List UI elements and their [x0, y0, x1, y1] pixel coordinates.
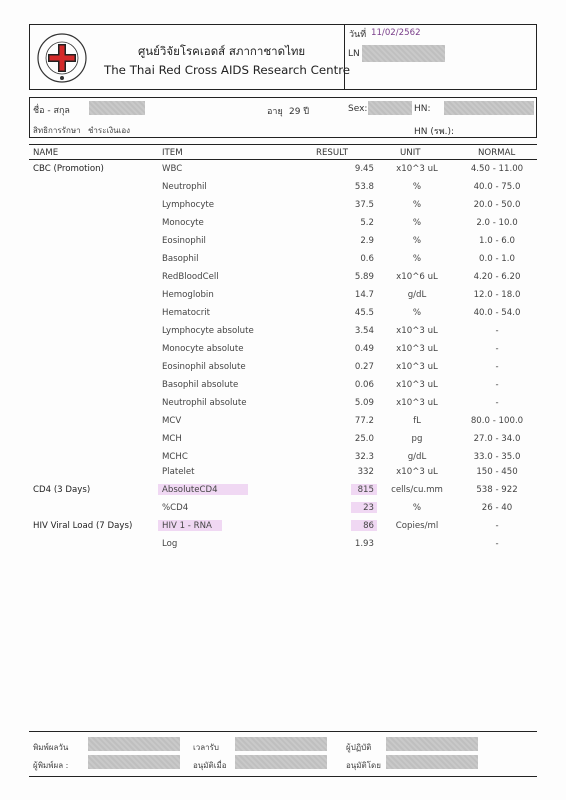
unit-value: x10^3 uL [396, 398, 438, 408]
col-name: NAME [33, 148, 59, 158]
unit-value: g/dL [407, 452, 427, 462]
age-value: 29 ปี [289, 107, 310, 117]
item-name: Basophil [162, 254, 199, 264]
normal-range: 4.20 - 6.20 [473, 272, 521, 282]
unit-value: x10^3 uL [396, 326, 438, 336]
item-name: MCH [162, 434, 182, 444]
unit-value: g/dL [407, 290, 427, 300]
item-name: Monocyte absolute [162, 344, 244, 354]
table-row [0, 254, 566, 271]
item-name: Neutrophil absolute [162, 398, 247, 408]
normal-range: - [495, 326, 499, 336]
col-result: RESULT [316, 148, 348, 158]
rights-label: สิทธิการรักษา [33, 126, 81, 135]
result-value: 5.89 [354, 272, 374, 282]
table-row [0, 200, 566, 217]
unit-value: x10^6 uL [396, 272, 438, 282]
table-row [0, 326, 566, 343]
table-row [0, 362, 566, 379]
normal-range: 27.0 - 34.0 [473, 434, 521, 444]
item-name: MCV [162, 416, 182, 426]
normal-range: 26 - 40 [481, 503, 513, 513]
approved-at-redacted [235, 755, 327, 769]
hn-label: HN: [414, 104, 431, 114]
printed-date-redacted [88, 737, 180, 751]
item-name: MCHC [162, 452, 188, 462]
table-row [0, 503, 566, 520]
unit-value: % [412, 218, 422, 228]
result-value: 86 [363, 521, 374, 531]
normal-range: 2.0 - 10.0 [476, 218, 518, 228]
result-value: 53.8 [354, 182, 374, 192]
unit-value: % [412, 182, 422, 192]
normal-range: 33.0 - 35.0 [473, 452, 521, 462]
normal-range: 0.0 - 1.0 [479, 254, 515, 264]
item-name: Lymphocyte absolute [162, 326, 254, 336]
normal-range: 20.0 - 50.0 [473, 200, 521, 210]
table-row [0, 416, 566, 433]
item-name: Lymphocyte [162, 200, 215, 210]
red-cross-logo-icon [36, 32, 88, 84]
normal-range: - [495, 344, 499, 354]
result-value: 0.6 [360, 254, 374, 264]
unit-value: % [412, 200, 422, 210]
result-value: 14.7 [354, 290, 374, 300]
item-name: AbsoluteCD4 [162, 485, 218, 495]
normal-range: 80.0 - 100.0 [470, 416, 524, 426]
item-name: Hemoglobin [162, 290, 214, 300]
header-top-line [29, 144, 537, 145]
unit-value: pg [411, 434, 423, 444]
rights-value: ชำระเงินเอง [88, 126, 131, 135]
result-value: 45.5 [354, 308, 374, 318]
unit-value: x10^3 uL [396, 362, 438, 372]
normal-range: - [495, 521, 499, 531]
unit-value: % [412, 236, 422, 246]
header-bottom-line [29, 159, 537, 160]
result-value: 37.5 [354, 200, 374, 210]
unit-value: % [412, 254, 422, 264]
table-row [0, 272, 566, 289]
sex-label: Sex: [348, 104, 368, 114]
result-value: 815 [357, 485, 374, 495]
col-normal: NORMAL [478, 148, 516, 158]
footer-top-line [29, 731, 537, 732]
approved-by-redacted [386, 755, 478, 769]
item-name: Neutrophil [162, 182, 207, 192]
normal-range: - [495, 398, 499, 408]
table-row [0, 308, 566, 325]
unit-value: x10^3 uL [396, 164, 438, 174]
table-row [0, 236, 566, 253]
normal-range: - [495, 362, 499, 372]
section-name: CD4 (3 Days) [33, 485, 91, 495]
item-name: Platelet [162, 467, 195, 477]
table-row [0, 218, 566, 235]
unit-value: cells/cu.mm [391, 485, 443, 495]
table-row [0, 164, 566, 181]
item-name: Hematocrit [162, 308, 211, 318]
age-label: อายุ [267, 107, 283, 117]
result-value: 332 [357, 467, 374, 477]
normal-range: 40.0 - 75.0 [473, 182, 521, 192]
sex-redacted [368, 101, 412, 115]
org-name-english: The Thai Red Cross AIDS Research Centre [104, 63, 351, 77]
name-redacted [89, 101, 145, 115]
unit-value: x10^3 uL [396, 380, 438, 390]
result-value: 0.06 [354, 380, 374, 390]
result-value: 5.09 [354, 398, 374, 408]
item-name: RedBloodCell [162, 272, 219, 282]
result-value: 3.54 [354, 326, 374, 336]
result-value: 25.0 [354, 434, 374, 444]
normal-range: - [495, 380, 499, 390]
section-name: HIV Viral Load (7 Days) [33, 521, 133, 531]
result-value: 9.45 [354, 164, 374, 174]
unit-value: % [412, 308, 422, 318]
item-name: Log [162, 539, 178, 549]
item-name: WBC [162, 164, 183, 174]
result-value: 5.2 [360, 218, 374, 228]
item-name: Eosinophil absolute [162, 362, 246, 372]
result-value: 23 [363, 503, 374, 513]
unit-value: x10^3 uL [396, 344, 438, 354]
table-row [0, 434, 566, 451]
item-name: Basophil absolute [162, 380, 239, 390]
table-row [0, 467, 566, 484]
normal-range: 4.50 - 11.00 [470, 164, 524, 174]
ln-label: LN [348, 49, 360, 59]
printed-date-label: พิมพ์ผลวัน [33, 743, 69, 752]
normal-range: 1.0 - 6.0 [479, 236, 515, 246]
table-row [0, 290, 566, 307]
reporter-label: ผู้พิมพ์ผล : [33, 761, 69, 770]
ln-redacted [362, 45, 445, 62]
table-row [0, 398, 566, 415]
result-value: 0.49 [354, 344, 374, 354]
performer-redacted [386, 737, 478, 751]
reporter-redacted [88, 755, 180, 769]
normal-range: 538 - 922 [476, 485, 518, 495]
unit-value: x10^3 uL [396, 467, 438, 477]
item-name: Monocyte [162, 218, 204, 228]
normal-range: 40.0 - 54.0 [473, 308, 521, 318]
received-time-redacted [235, 737, 327, 751]
unit-value: Copies/ml [395, 521, 439, 531]
item-name: Eosinophil [162, 236, 206, 246]
table-row [0, 485, 566, 502]
unit-value: % [412, 503, 422, 513]
date-value: 11/02/2562 [371, 28, 421, 38]
received-time-label: เวลารับ [193, 743, 219, 752]
table-row [0, 380, 566, 397]
normal-range: 12.0 - 18.0 [473, 290, 521, 300]
table-row [0, 521, 566, 538]
result-value: 1.93 [354, 539, 374, 549]
result-value: 2.9 [360, 236, 374, 246]
item-name: %CD4 [162, 503, 189, 513]
result-value: 32.3 [354, 452, 374, 462]
performer-label: ผู้ปฏิบัติ [346, 743, 372, 752]
result-value: 0.27 [354, 362, 374, 372]
col-unit: UNIT [400, 148, 421, 158]
normal-range: - [495, 539, 499, 549]
hn-hospital-label: HN (รพ.): [414, 127, 455, 137]
unit-value: fL [413, 416, 421, 426]
normal-range: 150 - 450 [476, 467, 518, 477]
approved-at-label: อนุมัติเมื่อ [193, 761, 227, 770]
footer-bottom-line [29, 776, 537, 777]
result-value: 77.2 [354, 416, 374, 426]
table-row [0, 182, 566, 199]
approved-by-label: อนุมัติโดย [346, 761, 381, 770]
date-label: วันที่ [349, 30, 367, 40]
col-item: ITEM [162, 148, 183, 158]
section-name: CBC (Promotion) [33, 164, 104, 174]
table-row [0, 539, 566, 556]
table-row [0, 344, 566, 361]
item-name: HIV 1 - RNA [162, 521, 212, 531]
name-label: ชื่อ - สกุล [33, 106, 70, 116]
hn-redacted [444, 101, 534, 115]
org-name-thai: ศูนย์วิจัยโรคเอดส์ สภากาชาดไทย [138, 44, 306, 58]
